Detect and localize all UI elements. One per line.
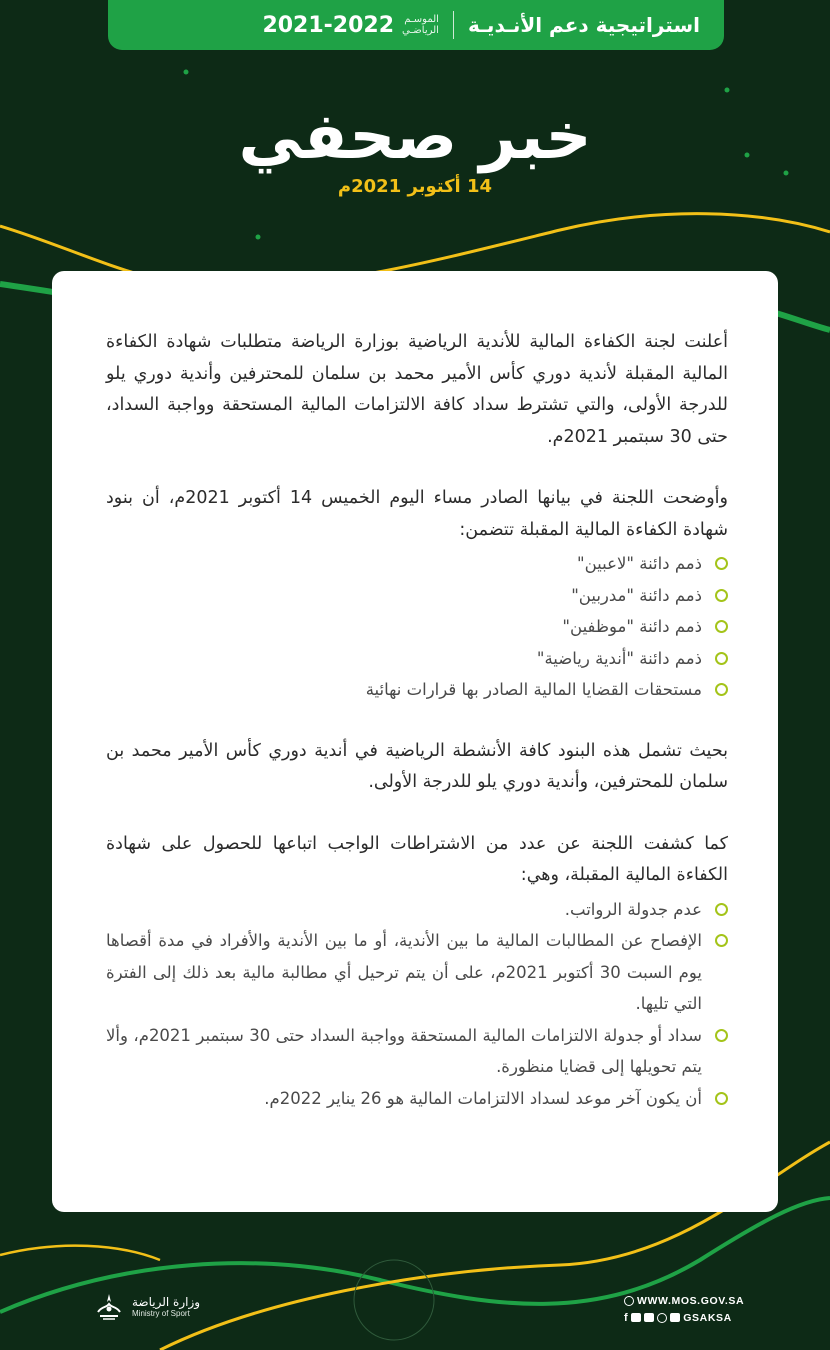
bullet-icon [715, 652, 728, 665]
paragraph-2: وأوضحت اللجنة في بيانها الصادر مساء اليوم الخميس 14 أكتوبر 2021م، أن بنود شهادة الكفاءة المالية المقبلة تتضمن: [106, 488, 728, 540]
paragraph-3: بحيث تشمل هذه البنود كافة الأنشطة الرياضية في أندية دوري كأس الأمير محمد بن سلمان للمحترفين، وأندية دوري يلو للدرجة الأولى. [106, 740, 728, 792]
list-item: سداد أو جدولة الالتزامات المالية المستحقة وواجبة السداد حتى 30 سبتمبر 2021م، وألا يتم تحويلها إلى قضايا منظورة. [106, 1020, 728, 1083]
paragraph-4: كما كشفت اللجنة عن عدد من الاشتراطات الواجب اتباعها للحصول على شهادة الكفاءة المالية المقبلة، وهي: [106, 833, 728, 885]
instagram-icon[interactable] [657, 1313, 667, 1323]
header-bar [108, 0, 724, 50]
social-handle: GSAKSA [683, 1311, 732, 1324]
contact-info [624, 1292, 744, 1326]
globe-icon [624, 1296, 634, 1306]
bullet-icon [715, 1092, 728, 1105]
season-years: 2021-2022 [262, 12, 395, 38]
list-item: ذمم دائنة "مدربين" [106, 580, 728, 612]
list-item: الإفصاح عن المطالبات المالية ما بين الأندية، أو ما بين الأندية والأفراد في مدة أقصاها يوم السبت 30 أكتوبر 2021م، على أن يتم ترحيل أي مطالبة مالية بعد ذلك إلى الفترة التي تليها. [106, 925, 728, 1020]
paragraph-1: أعلنت لجنة الكفاءة المالية للأندية الرياضية بوزارة الرياضة متطلبات شهادة الكفاءة المالية المقبلة لأندية دوري كأس الأمير محمد بن سلمان للمحترفين وأندية دوري يلو للدرجة الأولى، والتي تشترط سداد كافة الالتزامات المالية المستحقة وواجبة السداد، حتى 30 سبتمبر 2021م. [106, 332, 728, 447]
season-label-line2: الرياضـي [402, 25, 439, 36]
bullet-icon [715, 1029, 728, 1042]
ministry-logo-text [132, 1295, 200, 1319]
snapchat-icon[interactable] [644, 1313, 654, 1322]
bullet-icon [715, 589, 728, 602]
ministry-name-en: Ministry of Sport [132, 1309, 190, 1318]
list-item: أن يكون آخر موعد لسداد الالتزامات المالية هو 26 يناير 2022م. [106, 1083, 728, 1115]
list-credit-items [106, 548, 728, 706]
youtube-icon[interactable] [670, 1313, 680, 1322]
list-item: ذمم دائنة "أندية رياضية" [106, 643, 728, 675]
campaign-title: استراتيجية دعم الأنـديـة [467, 13, 700, 37]
ministry-emblem-icon [92, 1290, 126, 1324]
page-title: خبر صحفي [238, 100, 592, 174]
ministry-name-ar: وزارة الرياضة [132, 1295, 201, 1309]
season-block [262, 13, 439, 38]
social-row [624, 1309, 744, 1326]
list-item: ذمم دائنة "موظفين" [106, 611, 728, 643]
bullet-icon [715, 557, 728, 570]
article-body [106, 327, 728, 1114]
season-label [402, 14, 439, 36]
bullet-icon [715, 620, 728, 633]
ministry-logo [92, 1290, 200, 1324]
website-link[interactable]: WWW.MOS.GOV.SA [637, 1294, 745, 1307]
list-item: مستحقات القضايا المالية الصادر بها قرارات نهائية [106, 674, 728, 706]
header-divider [453, 11, 454, 39]
facebook-icon[interactable]: f [624, 1311, 629, 1324]
season-label-line1: الموسـم [404, 14, 439, 25]
publish-date: 14 أكتوبر 2021م [337, 176, 493, 197]
website-row[interactable] [624, 1292, 744, 1309]
list-conditions [106, 894, 728, 1115]
bullet-icon [715, 683, 728, 696]
list-item: ذمم دائنة "لاعبين" [106, 548, 728, 580]
list-item: عدم جدولة الرواتب. [106, 894, 728, 926]
twitter-icon[interactable] [631, 1313, 641, 1322]
bullet-icon [715, 934, 728, 947]
bullet-icon [715, 903, 728, 916]
